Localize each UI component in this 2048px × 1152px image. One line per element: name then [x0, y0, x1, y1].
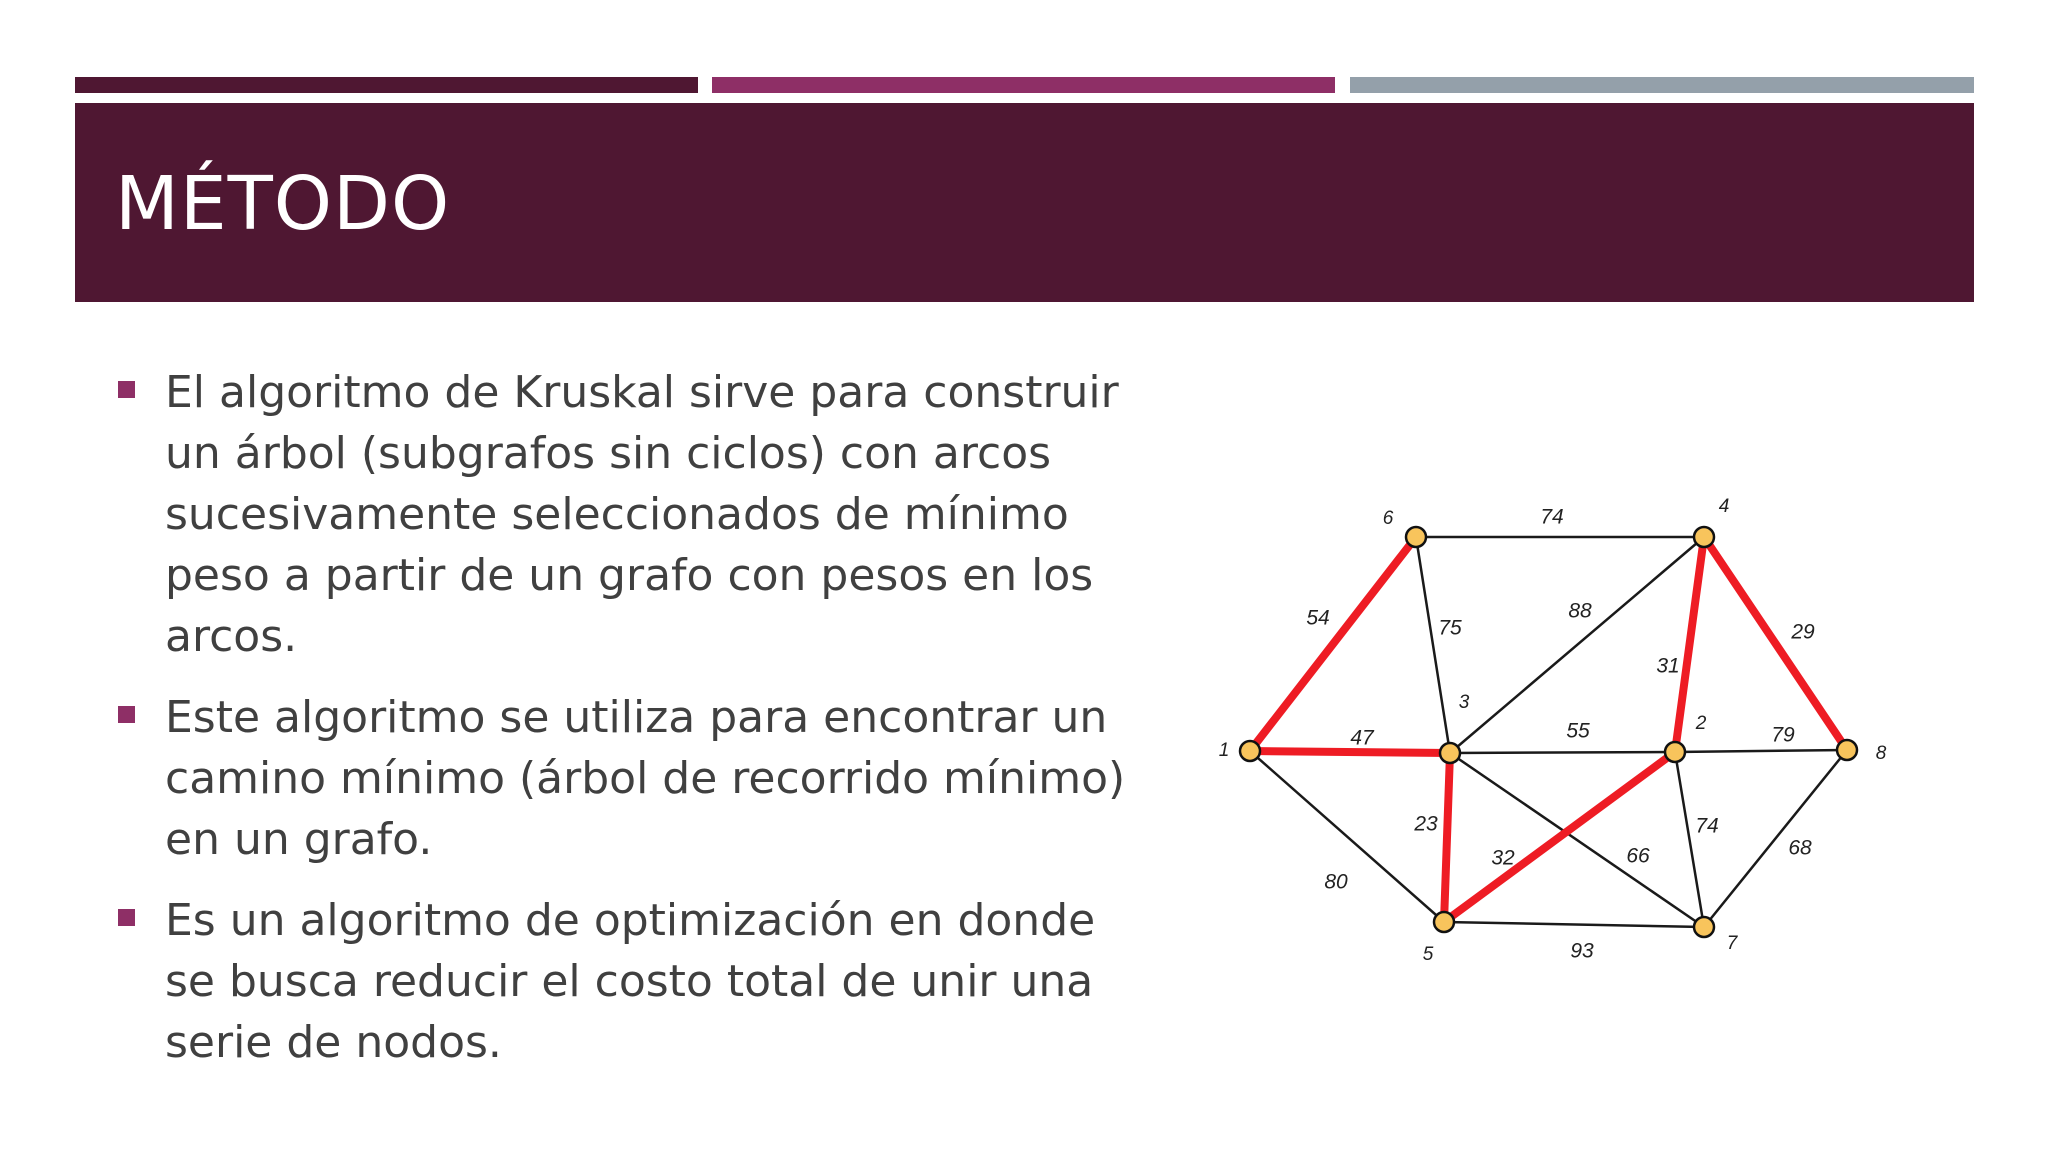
square-bullet-icon: [118, 909, 135, 926]
mst-edge-5-2: [1444, 752, 1675, 922]
title-band: [75, 103, 1974, 302]
edge-weight-label: 47: [1350, 726, 1374, 750]
graph-node-6: [1406, 527, 1426, 547]
bullet-text: Es un algoritmo de optimización en donde se busca reducir el costo total de unir una serie de nodos.: [165, 895, 1096, 1068]
bullet-text: Este algoritmo se utiliza para encontrar un camino mínimo (árbol de recorrido mínimo) en un grafo.: [165, 692, 1126, 865]
node-label: 8: [1875, 743, 1887, 765]
edge-weight-label: 79: [1771, 723, 1795, 747]
graph-node-1: [1240, 741, 1260, 761]
graph-node-3: [1440, 743, 1460, 763]
accent-bar-dark: [75, 77, 698, 93]
edge-weight-label: 29: [1791, 620, 1815, 644]
edge-weight-label: 32: [1491, 846, 1515, 870]
bullet-item: [115, 362, 1155, 667]
edge-weight-label: 54: [1306, 606, 1330, 630]
edge-weight-label: 31: [1656, 654, 1680, 678]
mst-edge-3-5: [1444, 753, 1450, 922]
node-label: 5: [1422, 944, 1434, 966]
bullet-text: El algoritmo de Kruskal sirve para construir un árbol (subgrafos sin ciclos) con arcos sucesivamente seleccionados de mínimo peso a partir de un grafo con pesos en los arcos.: [165, 367, 1119, 662]
edge-weight-label: 93: [1570, 939, 1594, 963]
edge-3-2: [1450, 752, 1675, 753]
edge-weight-label: 23: [1414, 812, 1438, 836]
node-label: 1: [1218, 740, 1230, 762]
square-bullet-icon: [118, 706, 135, 723]
edge-1-5: [1250, 751, 1444, 922]
kruskal-graph-diagram: [1200, 480, 1920, 1000]
edge-8-7: [1704, 750, 1847, 927]
graph-canvas: [1200, 480, 1920, 1000]
mst-edge-6-1: [1250, 537, 1416, 751]
node-label: 2: [1695, 713, 1707, 735]
edge-weight-label: 80: [1324, 870, 1348, 894]
mst-edge-1-3: [1250, 751, 1450, 753]
square-bullet-icon: [118, 381, 135, 398]
node-label: 3: [1458, 692, 1470, 714]
edge-6-3: [1416, 537, 1450, 753]
edge-weight-label: 55: [1566, 719, 1590, 743]
edge-2-7: [1675, 752, 1704, 927]
slide-title: MÉTODO: [115, 161, 451, 247]
node-label: 7: [1726, 933, 1738, 955]
edge-2-8: [1675, 750, 1847, 752]
graph-node-2: [1665, 742, 1685, 762]
edge-5-7: [1444, 922, 1704, 927]
edge-weight-label: 68: [1788, 836, 1812, 860]
accent-bar-magenta: [712, 77, 1335, 93]
bullet-list: [115, 362, 1155, 1093]
bullet-item: [115, 687, 1155, 870]
graph-node-5: [1434, 912, 1454, 932]
node-label: 4: [1718, 496, 1730, 518]
edge-layer: [1250, 537, 1847, 927]
edge-weight-label: 66: [1626, 844, 1650, 868]
bullet-item: [115, 890, 1155, 1073]
mst-edge-4-8: [1704, 537, 1847, 750]
edge-weight-label: 88: [1568, 599, 1592, 623]
graph-node-4: [1694, 527, 1714, 547]
accent-bar-gray: [1350, 77, 1974, 93]
edge-weight-label: 74: [1695, 814, 1719, 838]
graph-node-7: [1694, 917, 1714, 937]
node-label: 6: [1382, 508, 1394, 530]
edge-weight-label: 75: [1438, 616, 1462, 640]
edge-weight-label: 74: [1540, 505, 1564, 529]
graph-node-8: [1837, 740, 1857, 760]
edge-3-7: [1450, 753, 1704, 927]
